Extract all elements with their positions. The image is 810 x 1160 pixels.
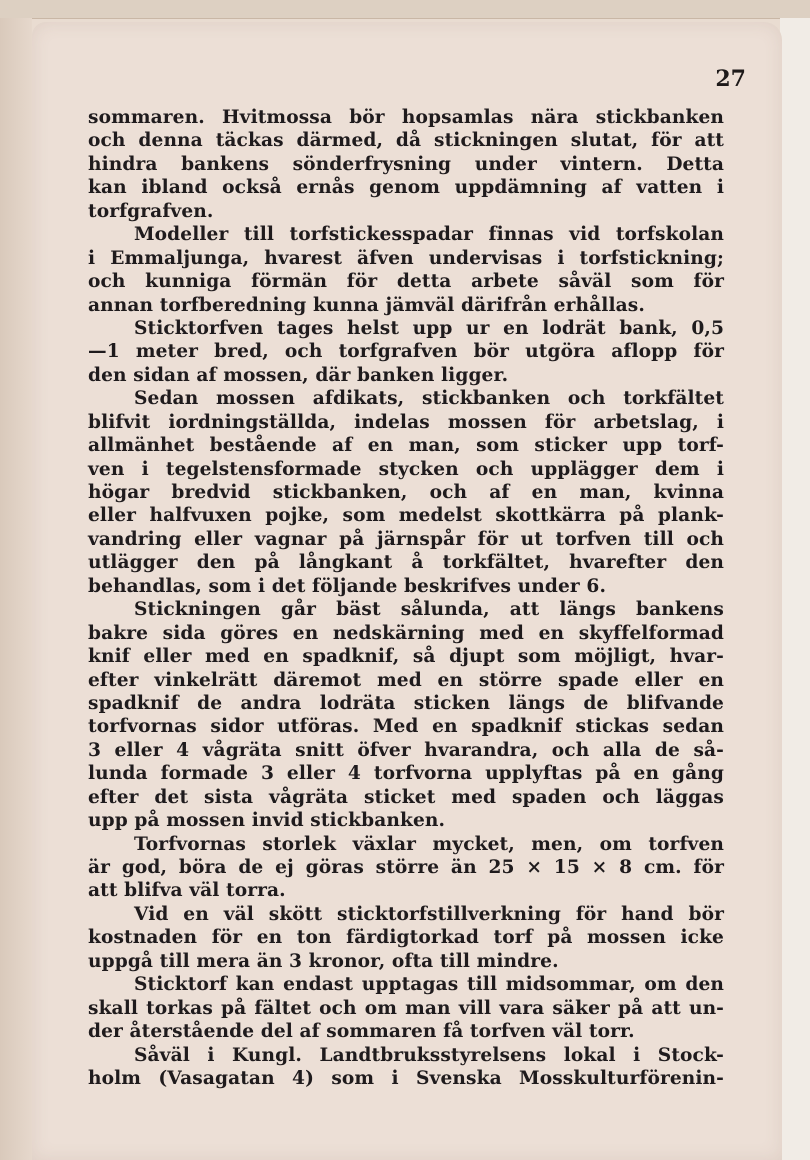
text-line: 3 eller 4 vågräta snitt öfver hvarandra, och alla de så- (88, 739, 724, 761)
text-line: upp på mossen invid stickbanken. (88, 810, 446, 832)
text-line: spadknif de andra lodräta sticken längs de blifvande (88, 692, 724, 714)
text-line: knif eller med en spadknif, så djupt som möjligt, hvar- (88, 646, 724, 668)
text-line: bakre sida göres en nedskärning med en skyffelformad (88, 622, 724, 644)
page-number: 27 (715, 66, 746, 92)
text-line: —1 meter bred, och torfgrafven bör utgöra aflopp för (88, 341, 724, 363)
text-line: der återstående del af sommaren få torfven väl torr. (88, 1021, 635, 1043)
text-line: lunda formade 3 eller 4 torfvorna upplyftas på en gång (88, 763, 724, 785)
text-line: vandring eller vagnar på järnspår för ut torfven till och (88, 528, 724, 550)
text-line: blifvit iordningställda, indelas mossen för arbetslag, i (88, 411, 724, 433)
text-line: kan ibland också ernås genom uppdämning af vatten i (88, 177, 724, 199)
text-line: Torfvornas storlek växlar mycket, men, om torfven (134, 833, 724, 855)
text-line: efter det sista vågräta sticket med spaden och läggas (88, 786, 724, 808)
text-line: är god, böra de ej göras större än 25 × 15 × 8 cm. för (88, 857, 724, 878)
text-line: ven i tegelstensformade stycken och upplägger dem i (88, 458, 724, 480)
text-line: kostnaden för en ton färdigtorkad torf på mossen icke (88, 927, 724, 949)
book-left-edge (0, 18, 32, 1160)
text-line: Vid en väl skött sticktorfstillverkning för hand bör (134, 903, 724, 925)
text-line: skall torkas på fältet och om man vill vara säker på att un- (88, 997, 724, 1019)
text-line: högar bredvid stickbanken, och af en man, kvinna (88, 482, 724, 503)
text-line: eller halfvuxen pojke, som medelst skottkärra på plank- (88, 505, 724, 527)
text-line: den sidan af mossen, där banken ligger. (88, 364, 509, 386)
text-line: i Emmaljunga, hvarest äfven undervisas i torfstickning; (88, 247, 724, 269)
text-line: torfvornas sidor utföras. Med en spadknif stickas sedan (88, 716, 724, 738)
text-line: Sedan mossen afdikats, stickbanken och torkfältet (134, 388, 724, 410)
text-line: och kunniga förmän för detta arbete såväl som för (88, 271, 724, 293)
text-line: Sticktorf kan endast upptagas till midsommar, om den (134, 974, 724, 996)
text-line: behandlas, som i det följande beskrifves under 6. (88, 575, 607, 597)
text-line: och denna täckas därmed, då stickningen slutat, för att (88, 130, 724, 152)
text-line: Modeller till torfstickesspadar finnas vid torfskolan (134, 224, 724, 246)
text-line: torfgrafven. (88, 200, 214, 222)
text-line: allmänhet bestående af en man, som sticker upp torf- (88, 435, 724, 457)
text-line: sommaren. Hvitmossa bör hopsamlas nära stickbanken (88, 107, 724, 128)
body-text (88, 106, 724, 1090)
text-line: holm (Vasagatan 4) som i Svenska Mosskulturförenin- (88, 1067, 724, 1089)
text-line: hindra bankens sönderfrysning under vintern. Detta (88, 153, 724, 175)
text-line: utlägger den på långkant å torkfältet, hvarefter den (88, 552, 724, 574)
book-top-edge (0, 0, 810, 19)
text-line: att blifva väl torra. (88, 880, 286, 902)
text-line: Såväl i Kungl. Landtbruksstyrelsens lokal i Stock- (134, 1044, 724, 1066)
text-line: uppgå till mera än 3 kronor, ofta till mindre. (88, 950, 559, 972)
text-line: Stickningen går bäst sålunda, att längs bankens (134, 599, 724, 621)
background-right (780, 18, 810, 1160)
text-line: Sticktorfven tages helst upp ur en lodrät bank, 0,5 (134, 317, 724, 339)
text-line: annan torfberedning kunna jämväl därifrån erhållas. (88, 294, 645, 316)
text-line: efter vinkelrätt däremot med en större spade eller en (88, 669, 724, 691)
